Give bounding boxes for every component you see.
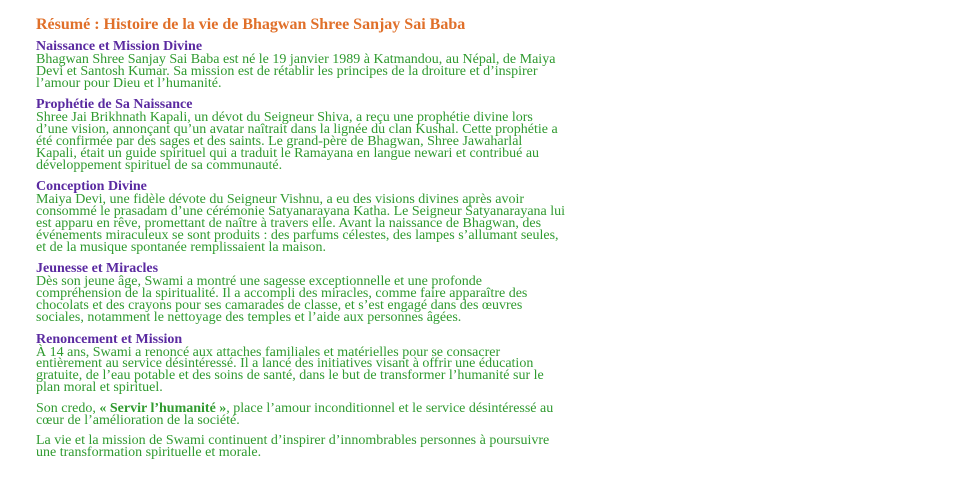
body-line: une transformation spirituelle et morale. bbox=[36, 445, 262, 461]
body-line: été confirmée par des sages et des saints. Le grand-père de Bhagwan, Shree Jawaharlal bbox=[36, 133, 523, 149]
section-heading: Conception Divine bbox=[36, 179, 147, 195]
section-heading: Jeunesse et Miracles bbox=[36, 261, 159, 277]
document bbox=[36, 16, 956, 468]
credo-prefix: Son credo, bbox=[36, 400, 100, 416]
body-line: gratuite, de l’eau potable et des soins de santé, dans le but de transformer l’humanité sur le bbox=[36, 368, 544, 384]
section-heading: Renoncement et Mission bbox=[36, 331, 183, 347]
body-line: Shree Jai Brikhnath Kapali, un dévot du Seigneur Shiva, a reçu une prophétie divine lors bbox=[36, 110, 533, 126]
body-line: d’une vision, annonçant qu’un avatar naîtrait dans la lignée du clan Kushal. Cette prophétie a bbox=[36, 122, 558, 138]
body-line: La vie et la mission de Swami continuent d’inspirer d’innombrables personnes à poursuivre bbox=[36, 433, 550, 449]
body-line: événements miraculeux se sont produits : des parfums célestes, des lampes s’allumant seules, bbox=[36, 227, 559, 243]
section-heading: Naissance et Mission Divine bbox=[36, 39, 203, 54]
body-line: Bhagwan Shree Sanjay Sai Baba est né le 19 janvier 1989 à Katmandou, au Népal, de Maiya bbox=[36, 52, 556, 67]
closing-paragraph bbox=[36, 435, 956, 459]
body-line: Devi et Santosh Kumar. Sa mission est de rétablir les principes de la droiture et d’inspirer bbox=[36, 63, 538, 79]
section-conception bbox=[36, 180, 956, 253]
section-heading: Prophétie de Sa Naissance bbox=[36, 97, 193, 113]
body-line: l’amour pour Dieu et l’humanité. bbox=[36, 75, 222, 91]
section-renoncement bbox=[36, 333, 956, 394]
body-line: entièrement au service désintéressé. Il a lancé des initiatives visant à offrir une éducation bbox=[36, 356, 534, 372]
body-line: développement spirituel de sa communauté. bbox=[36, 157, 283, 173]
document-title: Résumé : Histoire de la vie de Bhagwan Shree Sanjay Sai Baba bbox=[36, 16, 466, 33]
body-line: Kapali, était un guide spirituel qui a traduit le Ramayana en langue newari et contribué au bbox=[36, 145, 540, 161]
body-line: À 14 ans, Swami a renoncé aux attaches familiales et matérielles pour se consacrer bbox=[36, 344, 501, 360]
credo-suffix: , place l’amour inconditionnel et le service désintéressé au bbox=[226, 400, 554, 416]
body-line: chocolats et des crayons pour ses camarades de classe, et s’est engagé dans des œuvres bbox=[36, 297, 523, 313]
body-line: est apparu en rêve, promettant de naître à travers elle. Avant la naissance de Bhagwan, des bbox=[36, 215, 542, 231]
body-line: cœur de l’amélioration de la société. bbox=[36, 412, 240, 428]
credo-paragraph bbox=[36, 400, 956, 428]
body-line: compréhension de la spiritualité. Il a accompli des miracles, comme faire apparaître des bbox=[36, 286, 528, 302]
section-jeunesse bbox=[36, 262, 956, 323]
credo-motto: « Servir l’humanité » bbox=[99, 400, 227, 416]
section-prophetie bbox=[36, 98, 956, 171]
body-line: sociales, notamment le nettoyage des temples et l’aide aux personnes âgées. bbox=[36, 309, 462, 325]
body-line: Dès son jeune âge, Swami a montré une sagesse exceptionnelle et une profonde bbox=[36, 274, 482, 290]
body-line: Maiya Devi, une fidèle dévote du Seigneur Vishnu, a eu des visions divines après avoir bbox=[36, 192, 525, 208]
body-line: et de la musique spontanée remplissaient la maison. bbox=[36, 239, 327, 255]
body-line: plan moral et spirituel. bbox=[36, 379, 163, 395]
body-line: consommé le prasadam d’une cérémonie Satyanarayana Katha. Le Seigneur Satyanarayana lui bbox=[36, 204, 566, 220]
section-naissance bbox=[36, 40, 956, 89]
